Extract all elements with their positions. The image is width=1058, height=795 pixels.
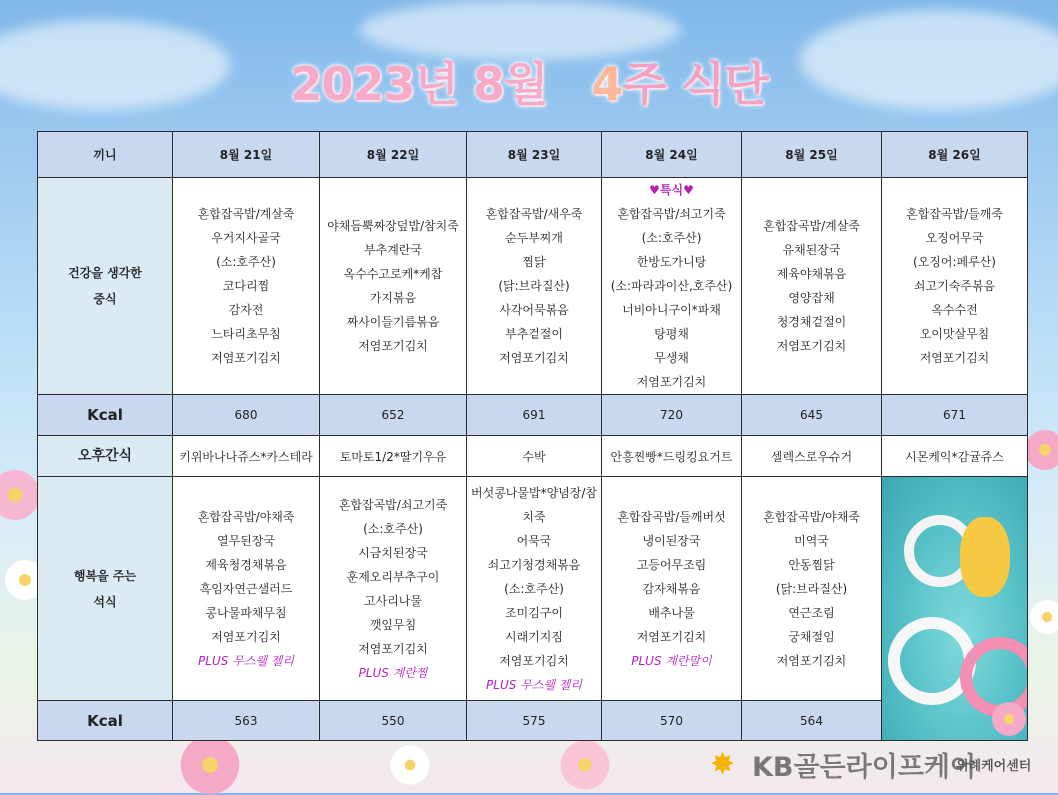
menu-item: 연근조림: [788, 605, 835, 620]
menu-item: 저염포기김치: [499, 653, 569, 668]
menu-item: 혼합잡곡밥/계살죽: [763, 219, 860, 233]
special-meal-badge: ♥특식♥: [649, 183, 694, 197]
menu-item: 저염포기김치: [499, 351, 569, 365]
menu-item: (소:호주산): [363, 521, 423, 536]
title-month: 2023년 8월: [290, 57, 548, 111]
menu-item: 혼합잡곡밥/들깨죽: [906, 207, 1003, 221]
menu-item: 흑임자연근샐러드: [199, 581, 293, 596]
menu-item: (오징어:페루산): [913, 255, 996, 269]
menu-item: 저염포기김치: [358, 339, 428, 353]
menu-item: 혼합잡곡밥/들깨버섯: [617, 509, 726, 524]
menu-item: 미역국: [794, 533, 829, 548]
kcal-value: 720: [602, 395, 742, 436]
header-meal: 끼니: [38, 132, 173, 178]
menu-item: 고등어무조림: [636, 557, 707, 572]
header-day: 8월 23일: [467, 132, 602, 178]
menu-item: 찜닭: [522, 255, 546, 269]
kcal-value: 575: [467, 701, 602, 741]
menu-item: 시래기지짐: [505, 629, 563, 644]
menu-item: 제육청경채볶음: [205, 557, 287, 572]
menu-item: 혼합잡곡밥/야채죽: [763, 509, 860, 524]
plus-item: PLUS 계란찜: [358, 665, 428, 680]
kcal-value: 645: [742, 395, 882, 436]
menu-item: 치죽: [522, 509, 546, 524]
menu-item: 시금치된장국: [358, 545, 428, 560]
center-name: 위례케어센터: [956, 759, 1032, 774]
row-label-snack: 오후간식: [38, 436, 173, 477]
lunch-cell: [882, 178, 1028, 395]
pool-water-image: [882, 477, 1027, 740]
menu-item: 우거지사골국: [211, 231, 281, 245]
menu-item: (닭:브라질산): [775, 581, 848, 596]
menu-item: 혼합잡곡밥/새우죽: [485, 207, 583, 221]
flower-decoration: [0, 470, 40, 520]
kcal-value: 550: [320, 701, 467, 741]
menu-item: 버섯콩나물밥*양념장/참: [471, 485, 597, 500]
menu-item: 어묵국: [516, 533, 552, 548]
menu-item: 감자전: [228, 303, 264, 317]
menu-item: 훈제오리부추구이: [346, 569, 440, 584]
dinner-cell: [742, 477, 882, 701]
flower-decoration: [1030, 600, 1058, 634]
menu-item: 느타리초무침: [211, 327, 281, 341]
menu-item: (소:호주산): [504, 581, 564, 596]
snack-cell: 셀렉스로우슈거: [742, 436, 882, 477]
title-week-number: 4: [591, 57, 623, 111]
dinner-cell: [173, 477, 320, 701]
brand-logo: [710, 745, 1050, 781]
snack-cell: 수박: [467, 436, 602, 477]
menu-item: 혼합잡곡밥/야채죽: [197, 509, 295, 524]
pineapple-float-decoration: [960, 517, 1010, 597]
snack-cell: 시몬케익*감귤쥬스: [882, 436, 1028, 477]
dinner-cell: [467, 477, 602, 701]
kcal-value: 691: [467, 395, 602, 436]
star-icon: ✸: [710, 747, 736, 782]
flower-decoration: [992, 702, 1026, 736]
menu-item: 조미김구이: [505, 605, 563, 620]
menu-item: 코다리찜: [222, 279, 270, 293]
header-day: 8월 22일: [320, 132, 467, 178]
dinner-cell: [320, 477, 467, 701]
lunch-cell: [467, 178, 602, 395]
flower-decoration: [390, 745, 430, 785]
lunch-label-line: 중식: [93, 292, 117, 306]
plus-item: PLUS 계란말이: [631, 653, 712, 668]
menu-item: 한방도가니탕: [636, 255, 707, 269]
snack-cell: 안흥찐빵*드링킹요거트: [602, 436, 742, 477]
menu-item: 탕평채: [654, 327, 689, 341]
kcal-value: 564: [742, 701, 882, 741]
kcal-value: 680: [173, 395, 320, 436]
menu-item: 부추계란국: [364, 243, 422, 257]
brand-name: KB골든라이프케어: [752, 752, 977, 783]
snack-cell: 토마토1/2*딸기우유: [320, 436, 467, 477]
dinner-label-line: 석식: [93, 594, 117, 609]
menu-item: 저염포기김치: [919, 351, 990, 365]
menu-item: 깻잎무침: [369, 617, 417, 632]
menu-item: 혼합잡곡밥/쇠고기죽: [617, 207, 726, 221]
title-week-label: 주 식단: [622, 57, 768, 111]
row-label-kcal: Kcal: [38, 701, 173, 741]
menu-item: 저염포기김치: [358, 641, 428, 656]
lunch-cell: [320, 178, 467, 395]
lunch-cell: [602, 178, 742, 395]
menu-item: 순두부찌개: [505, 231, 563, 245]
title-week: [591, 57, 767, 111]
plus-item: PLUS 무스웰 젤리: [486, 677, 582, 692]
menu-item: 무생채: [654, 351, 689, 365]
dinner-cell: [602, 477, 742, 701]
menu-item: 감자채볶음: [642, 581, 701, 596]
row-label-kcal: Kcal: [38, 395, 173, 436]
menu-item: 혼합잡곡밥/계살죽: [197, 207, 295, 221]
menu-item: 저염포기김치: [211, 351, 281, 365]
meal-plan-table: [37, 131, 1028, 741]
flower-decoration: [1025, 430, 1058, 470]
menu-item: 콩나물파채무침: [205, 605, 287, 620]
menu-item: 청경채겉절이: [776, 315, 847, 329]
kcal-value: 671: [882, 395, 1028, 436]
menu-item: 제육야채볶음: [776, 267, 847, 281]
menu-item: 쇠고기숙주볶음: [913, 279, 996, 293]
flower-decoration: [180, 735, 240, 795]
lunch-cell: [742, 178, 882, 395]
menu-item: 궁채절임: [788, 629, 835, 644]
lunch-cell: [173, 178, 320, 395]
page-title: [0, 48, 1058, 114]
pool-illustration: [882, 477, 1028, 741]
menu-item: 옥수수고로케*케찹: [343, 267, 443, 281]
menu-item: 안동찜닭: [788, 557, 835, 572]
row-label-dinner: [38, 477, 173, 701]
kcal-value: 652: [320, 395, 467, 436]
snack-cell: 키위바나나쥬스*카스테라: [173, 436, 320, 477]
row-label-lunch: [38, 178, 173, 395]
header-day: 8월 25일: [742, 132, 882, 178]
menu-item: 너비아니구이*파채: [622, 303, 721, 317]
menu-item: 야채듬뿍짜장덮밥/참치죽: [327, 219, 459, 233]
menu-item: 영양잡채: [788, 291, 835, 305]
menu-item: 배추나물: [648, 605, 695, 620]
menu-item: 저염포기김치: [211, 629, 281, 644]
header-day: 8월 26일: [882, 132, 1028, 178]
menu-item: 저염포기김치: [636, 629, 707, 644]
header-day: 8월 21일: [173, 132, 320, 178]
menu-item: 쇠고기청경채볶음: [487, 557, 581, 572]
header-day: 8월 24일: [602, 132, 742, 178]
menu-item: 저염포기김치: [776, 653, 847, 668]
menu-item: 오이맛살무침: [919, 327, 990, 341]
lunch-label-line: 건강을 생각한: [68, 266, 142, 280]
menu-item: 옥수수전: [931, 303, 978, 317]
flower-decoration: [560, 740, 610, 790]
menu-item: 짜사이들기름볶음: [346, 315, 440, 329]
menu-item: (소:호주산): [641, 231, 702, 245]
menu-item: 혼합잡곡밥/쇠고기죽: [338, 497, 448, 512]
kcal-value: 570: [602, 701, 742, 741]
menu-item: 저염포기김치: [636, 375, 707, 389]
menu-item: 유채된장국: [782, 243, 841, 257]
menu-item: 오징어무국: [925, 231, 984, 245]
menu-item: 저염포기김치: [776, 339, 847, 353]
menu-item: 가지볶음: [369, 291, 417, 305]
menu-item: 냉이된장국: [642, 533, 701, 548]
dinner-label-line: 행복을 주는: [73, 568, 137, 583]
menu-item: (닭:브라질산): [498, 279, 570, 293]
menu-item: 고사리나물: [364, 593, 422, 608]
menu-item: 열무된장국: [217, 533, 275, 548]
menu-item: (소:호주산): [216, 255, 276, 269]
kcal-value: 563: [173, 701, 320, 741]
plus-item: PLUS 무스웰 젤리: [198, 653, 294, 668]
menu-item: 부추겉절이: [505, 327, 563, 341]
menu-item: 사각어묵볶음: [499, 303, 569, 317]
menu-item: (소:파라과이산,호주산): [610, 279, 733, 293]
